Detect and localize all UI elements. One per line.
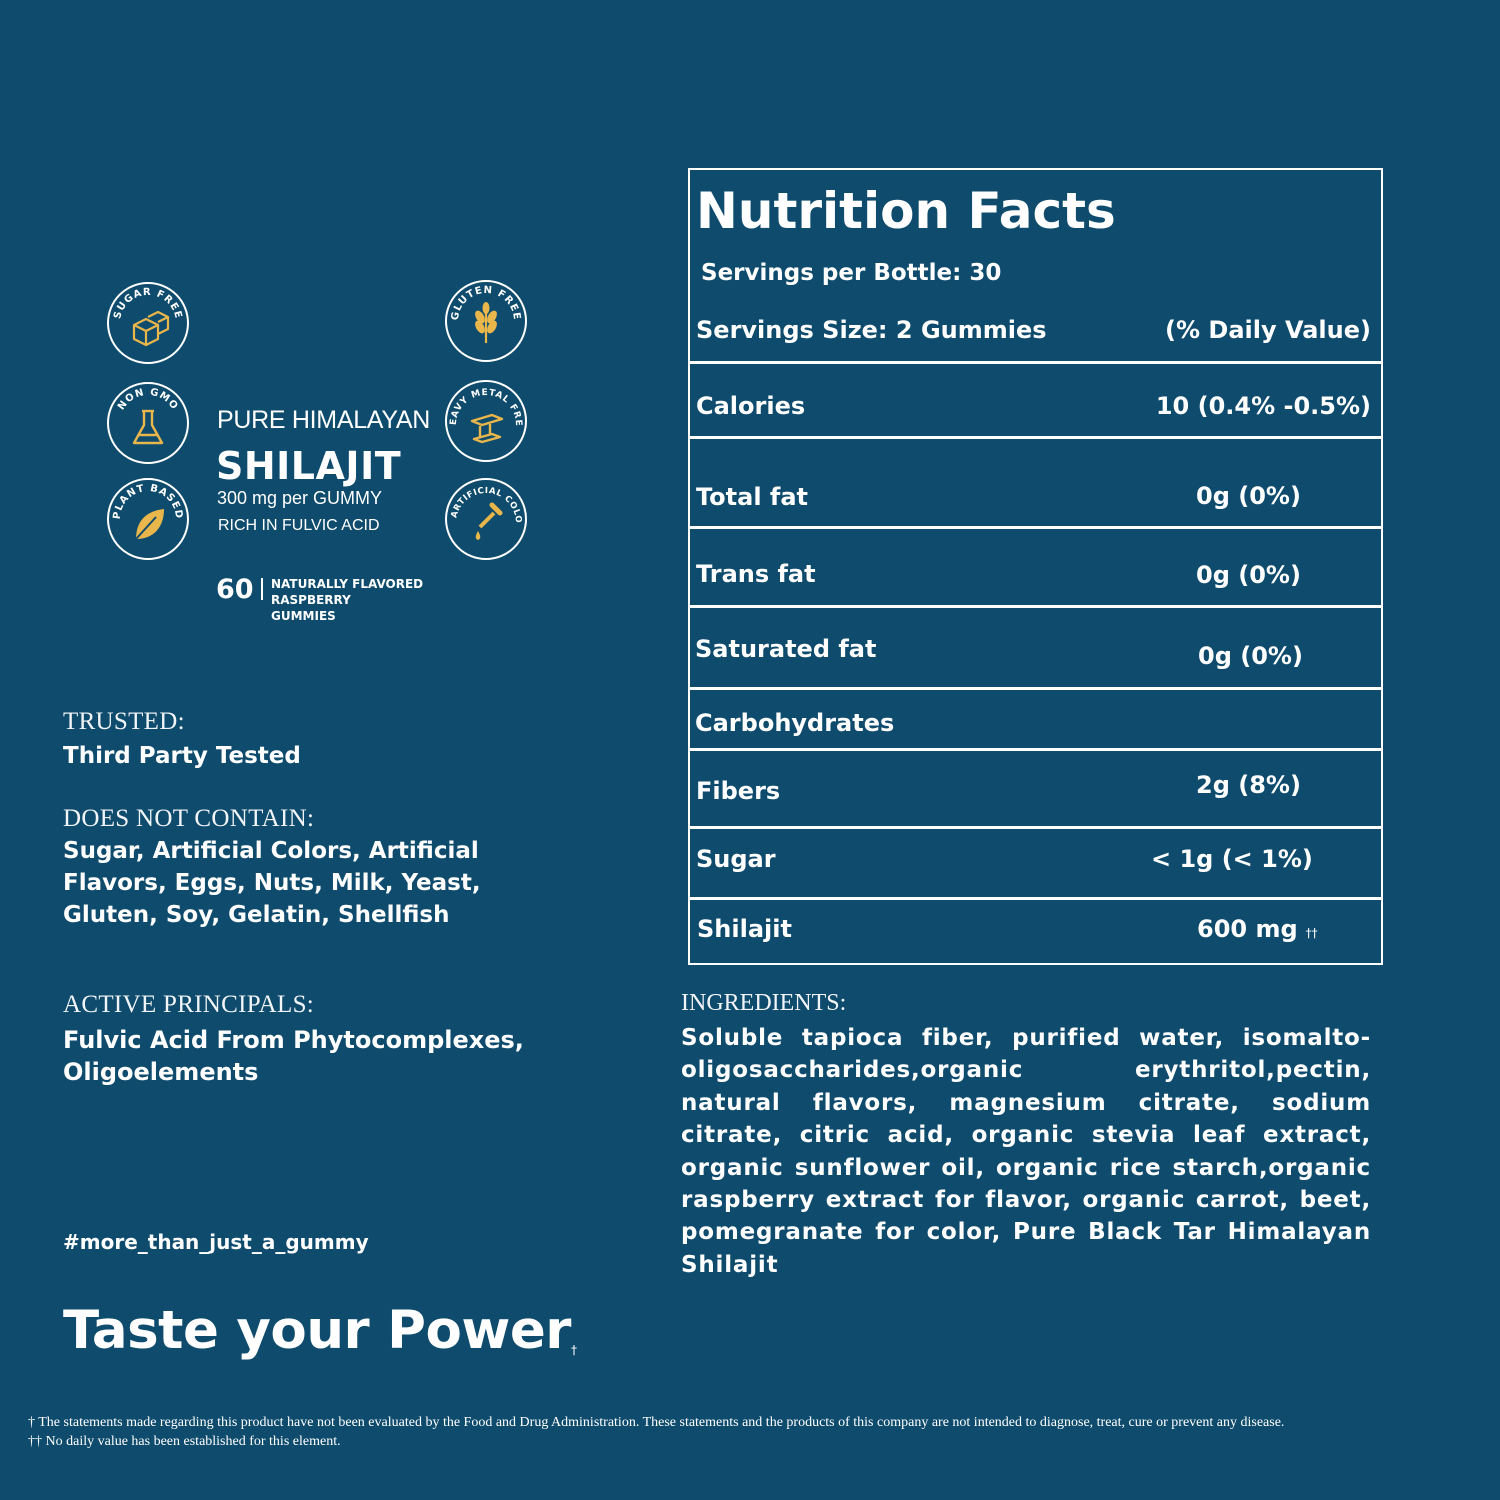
nutrient-value-text: 600 mg	[1197, 915, 1298, 943]
svg-text:NO ARTIFICIAL COLORS: ARTIFICIAL COLO	[449, 485, 524, 524]
row-divider	[690, 897, 1381, 900]
badge-non-gmo	[106, 381, 190, 465]
count-description	[271, 576, 423, 624]
footnote: †† No daily value has been established for this element.	[28, 1434, 341, 1449]
footnotes	[28, 1413, 1478, 1451]
does-not-contain-line: Flavors, Eggs, Nuts, Milk, Yeast,	[63, 870, 481, 896]
nutrition-facts-panel	[688, 168, 1383, 965]
count-desc-line: GUMMIES	[271, 609, 336, 623]
nutrient-label: Saturated fat	[695, 635, 877, 663]
active-principals-heading: ACTIVE PRINCIPALS:	[63, 991, 315, 1018]
nutrient-label: Carbohydrates	[695, 709, 895, 737]
hashtag: #more_than_just_a_gummy	[63, 1230, 369, 1254]
product-dose: 300 mg per GUMMY	[217, 488, 383, 508]
active-principals-list	[63, 1024, 524, 1088]
svg-text:HEAVY METAL FREE: EAVY METAL FRE	[448, 387, 524, 427]
row-divider	[690, 826, 1381, 829]
nutrient-label: Shilajit	[697, 915, 792, 943]
nutrient-label: Total fat	[696, 483, 809, 511]
metal-beam-icon	[472, 415, 502, 442]
slogan	[63, 1300, 576, 1361]
wheat-icon	[473, 302, 499, 343]
nutrient-value: 10 (0.4% -0.5%)	[1155, 392, 1371, 420]
servings-per-bottle: Servings per Bottle: 30	[701, 260, 1002, 286]
product-pre-title: PURE HIMALAYAN	[217, 406, 430, 434]
row-divider	[690, 605, 1381, 608]
slogan-footnote-mark: †	[570, 1343, 577, 1357]
row-divider	[690, 687, 1381, 690]
count-divider	[261, 578, 263, 600]
badge-gluten-free	[444, 279, 528, 363]
nutrient-value: 0g (0%)	[1196, 482, 1301, 510]
does-not-contain-heading: DOES NOT CONTAIN:	[63, 805, 315, 832]
row-divider	[690, 748, 1381, 751]
product-title: SHILAJIT	[216, 444, 402, 488]
does-not-contain-list	[63, 835, 481, 931]
svg-text:NON GMO: NON GMO	[116, 386, 180, 413]
nutrient-label: Sugar	[696, 845, 776, 873]
nutrient-value	[1197, 915, 1318, 943]
badge-heavy-metal-free	[444, 379, 528, 463]
row-divider	[690, 436, 1381, 439]
nutrient-value: < 1g (< 1%)	[1151, 845, 1313, 873]
badge-sugar-free	[106, 281, 190, 365]
nutrient-value: 2g (8%)	[1196, 771, 1301, 799]
ingredients-text: Soluble tapioca fiber, purified water, isomalto-oligosaccharides,organic erythritol,pectin, natural flavors, magnesium citrate, sodium citrate, citric acid, organic stevia leaf extract, organic sunflower oil, organic rice starch,organic raspberry extract for flavor, organic carrot, beet, pomegranate for color, Pure Black Tar Himalayan Shilajit	[681, 1025, 1371, 1278]
badge-no-artificial-colors	[444, 477, 528, 561]
row-divider	[690, 361, 1381, 364]
badge-plant-based	[106, 477, 190, 561]
ingredients-heading: INGREDIENTS:	[681, 990, 847, 1016]
nutrition-title: Nutrition Facts	[696, 182, 1116, 240]
count-desc-line: NATURALLY FLAVORED	[271, 577, 424, 591]
leaf-icon	[136, 509, 164, 539]
product-tagline: RICH IN FULVIC ACID	[218, 517, 380, 534]
footnote-mark: ††	[1305, 926, 1318, 940]
trusted-heading: TRUSTED:	[63, 708, 185, 735]
footnote: † The statements made regarding this product have not been evaluated by the Food and Drug Administration. These statements and the products of this company are not intended to diagnose, treat, cure or prevent any disease.	[28, 1415, 1285, 1430]
does-not-contain-line: Gluten, Soy, Gelatin, Shellfish	[63, 902, 450, 928]
gummy-count: 60	[216, 574, 254, 605]
does-not-contain-line: Sugar, Artificial Colors, Artificial	[63, 838, 479, 864]
nutrient-label: Trans fat	[696, 560, 816, 588]
dropper-icon	[476, 505, 500, 540]
svg-text:GLUTEN FREE: GLUTEN FREE	[449, 284, 523, 322]
nutrient-value: 0g (0%)	[1198, 642, 1303, 670]
flask-icon	[134, 411, 162, 443]
nutrient-value: 0g (0%)	[1196, 561, 1301, 589]
sugar-cubes-icon	[134, 312, 168, 345]
daily-value-header: (% Daily Value)	[1165, 316, 1371, 344]
trusted-body: Third Party Tested	[63, 743, 301, 769]
svg-text:SUGAR FREE: SUGAR FREE	[112, 286, 184, 321]
active-principals-line: Oligoelements	[63, 1058, 259, 1086]
row-divider	[690, 526, 1381, 529]
count-desc-line: RASPBERRY	[271, 593, 351, 607]
nutrient-label: Fibers	[696, 777, 781, 805]
slogan-text: Taste your Power	[63, 1300, 571, 1361]
svg-text:PLANT BASED: PLANT BASED	[111, 482, 185, 520]
active-principals-line: Fulvic Acid From Phytocomplexes,	[63, 1026, 524, 1054]
serving-size: Servings Size: 2 Gummies	[696, 316, 1047, 344]
nutrient-label: Calories	[696, 392, 806, 420]
